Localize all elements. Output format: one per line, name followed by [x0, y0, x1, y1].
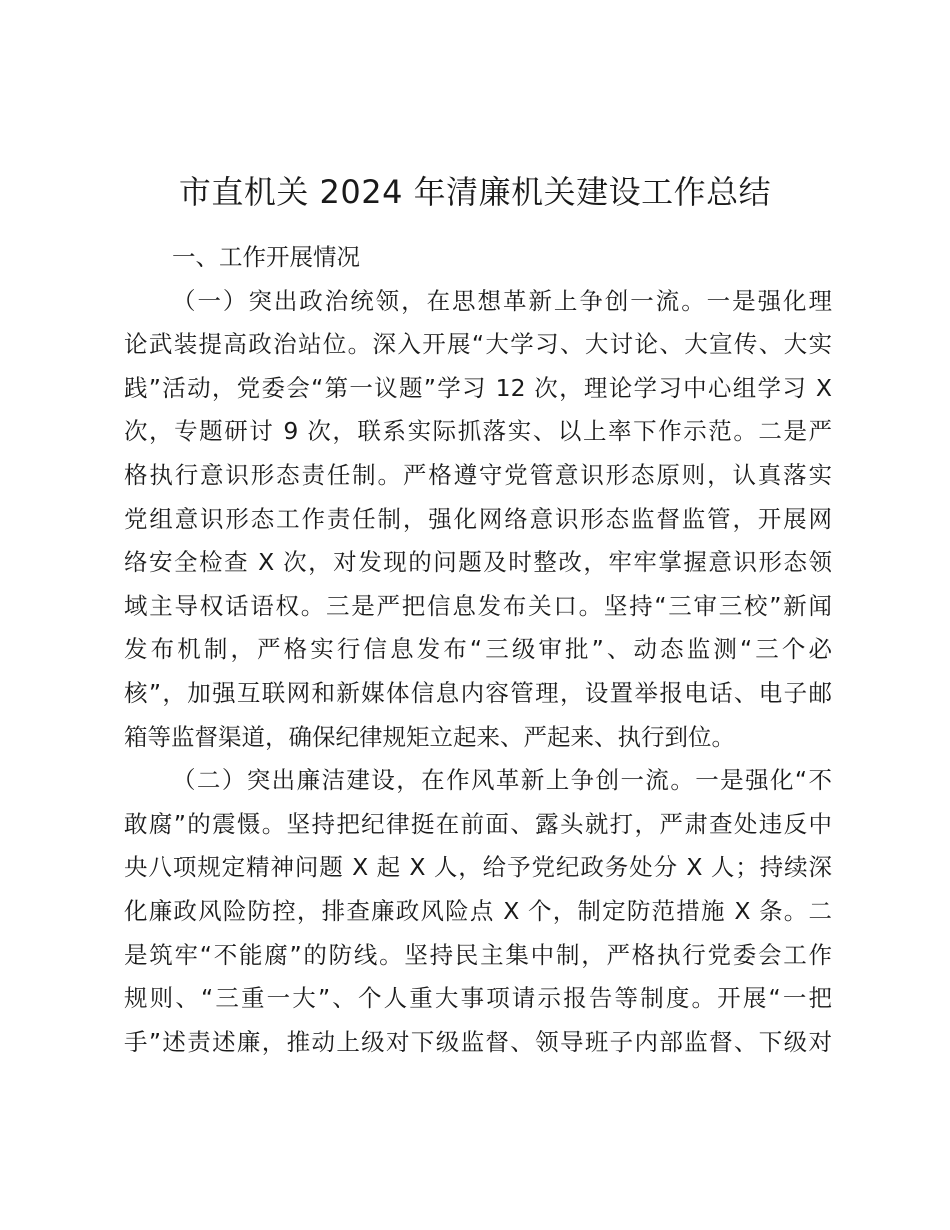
- paragraph-line: 论武装提高政治站位。深入开展“大学习、大讨论、大宣传、大实: [124, 330, 832, 359]
- document-body: [124, 236, 832, 1064]
- paragraph-line: 化廉政风险防控，排查廉政风险点 X 个，制定防范措施 X 条。二: [124, 896, 832, 925]
- paragraph-line: 格执行意识形态责任制。严格遵守党管意识形态原则，认真落实: [124, 460, 832, 489]
- paragraph-line: 箱等监督渠道，确保纪律规矩立起来、严起来、执行到位。: [124, 722, 735, 751]
- paragraph-line: （一）突出政治统领，在思想革新上争创一流。一是强化理: [172, 286, 832, 315]
- paragraph-line: 络安全检查 X 次，对发现的问题及时整改，牢牢掌握意识形态领: [124, 548, 832, 577]
- paragraph-line: 发布机制，严格实行信息发布“三级审批”、动态监测“三个必: [124, 635, 832, 664]
- paragraph-line: 践”活动，党委会“第一议题”学习 12 次，理论学习中心组学习 X: [124, 373, 832, 402]
- document-title: 市直机关 2024 年清廉机关建设工作总结: [178, 173, 772, 211]
- paragraph-line: 党组意识形态工作责任制，强化网络意识形态监督监管，开展网: [124, 504, 832, 533]
- paragraph-line: 次，专题研讨 9 次，联系实际抓落实、以上率下作示范。二是严: [124, 417, 832, 446]
- paragraph-line: 核”，加强互联网和新媒体信息内容管理，设置举报电话、电子邮: [124, 678, 832, 707]
- paragraph-line: 一、工作开展情况: [172, 243, 360, 271]
- paragraph-line: 央八项规定精神问题 X 起 X 人，给予党纪政务处分 X 人；持续深: [124, 853, 832, 882]
- paragraph-line: 敢腐”的震慑。坚持把纪律挺在前面、露头就打，严肃查处违反中: [124, 809, 832, 838]
- paragraph-line: （二）突出廉洁建设，在作风革新上争创一流。一是强化“不: [172, 766, 832, 795]
- paragraph-line: 手”述责述廉，推动上级对下级监督、领导班子内部监督、下级对: [124, 1027, 832, 1056]
- paragraph-line: 规则、“三重一大”、个人重大事项请示报告等制度。开展“一把: [124, 984, 832, 1013]
- paragraph-line: 域主导权话语权。三是严把信息发布关口。坚持“三审三校”新闻: [124, 591, 832, 620]
- paragraph-line: 是筑牢“不能腐”的防线。坚持民主集中制，严格执行党委会工作: [124, 940, 832, 969]
